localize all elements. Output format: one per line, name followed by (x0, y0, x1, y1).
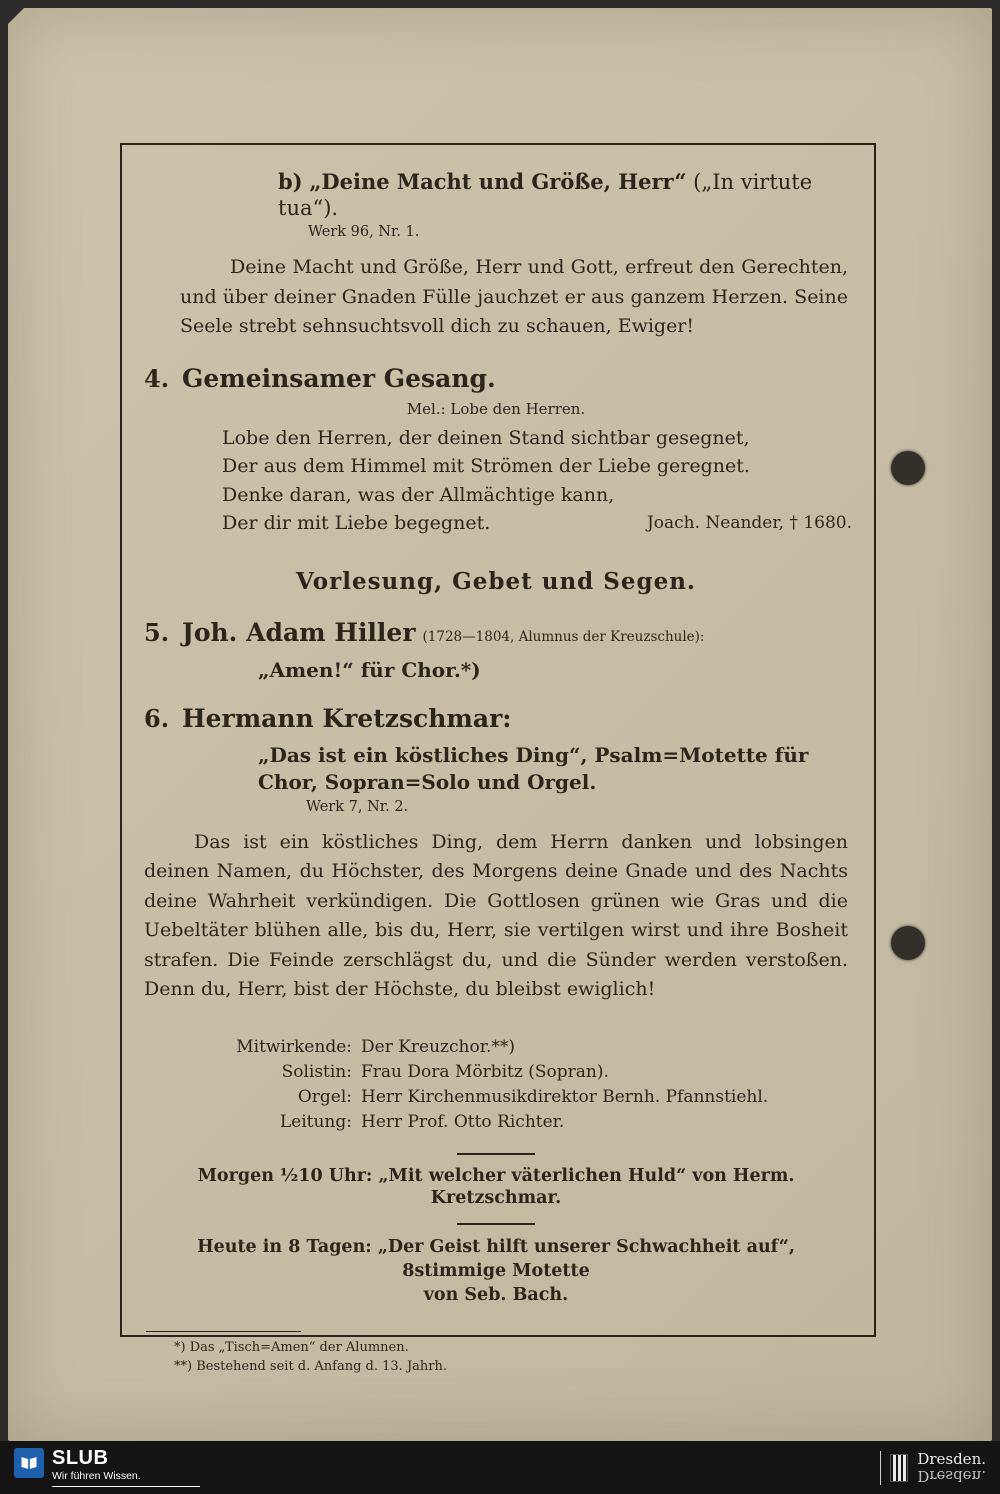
slub-logo (14, 1448, 200, 1487)
item-b-text: Deine Macht und Größe, Herr und Gott, erfreut den Gerechten, und über deiner Gnaden Fülle jauchzet er aus ganzem Herzen. Seine Seele strebt sehnsuchtsvoll dich zu schauen, Ewiger! (180, 256, 848, 337)
performer-name: Der Kreuzchor.**) (361, 1036, 516, 1057)
section-5-heading (144, 618, 848, 648)
footnotes (174, 1338, 848, 1377)
performers-list (144, 1035, 848, 1135)
section-4-title: Gemeinsamer Gesang. (182, 363, 496, 393)
slub-tagline: Wir führen Wissen. (52, 1470, 141, 1482)
announcement-heute (144, 1235, 848, 1307)
section-6-text: Das ist ein köstliches Ding, dem Herrn danken und lobsingen deinen Namen, du Höchster, des Morgens deine Gnade und des Nachts deine Wahrheit verkündigen. Die Gottlosen grünen wie Gras und die Uebeltäter blühen alle, bis du, Herr, sie vertilgen wirst und ihre Bosheit strafen. Die Feinde zerschlägst du, und die Sünder werden verstoßen. Denn du, Herr, bist der Höchste, du bleibst ewiglich! (144, 830, 848, 1000)
performer-role: Orgel: (297, 1086, 352, 1107)
performer-row (144, 1110, 848, 1135)
item-b-subtitle: („In virtute tua“). (278, 170, 813, 220)
hymn-verse (222, 424, 852, 538)
section-6-number: 6. (144, 703, 170, 733)
punch-hole-bottom (891, 926, 925, 960)
announcement-heute-text: „Der Geist hilft unserer Schwachheit auf“, 8stimmige Motette (377, 1236, 795, 1281)
slub-wordmark: SLUB (52, 1447, 109, 1469)
footnote: **) Bestehend seit d. Anfang d. 13. Jahrh. (174, 1359, 447, 1374)
verse-line: Der dir mit Liebe begegnet. (222, 512, 491, 534)
interlude-heading: Vorlesung, Gebet und Segen. (296, 567, 696, 595)
performer-role: Solistin: (281, 1061, 352, 1082)
section-6-work-title: „Das ist ein köstliches Ding“, Psalm=Motette für Chor, Sopran=Solo und Orgel. (258, 742, 809, 794)
announcement-morgen-text: „Mit welcher väterlichen Huld“ von Herm. Kretzschmar. (378, 1165, 795, 1208)
section-6-opus: Werk 7, Nr. 2. (306, 798, 409, 815)
viewer-footer (0, 1441, 1000, 1494)
punch-hole-top (891, 451, 925, 485)
hymn-attribution: Joach. Neander, † 1680. (646, 513, 852, 533)
book-icon (19, 1453, 39, 1473)
footnote: *) Das „Tisch=Amen“ der Alumnen. (174, 1339, 409, 1355)
section-4-number: 4. (144, 363, 170, 393)
performer-role: Leitung: (279, 1111, 352, 1132)
section-6-heading (144, 704, 848, 734)
section-5-work: „Amen!“ für Chor.*) (258, 657, 481, 682)
program-border-frame (120, 143, 876, 1374)
announcement-morgen-label: Morgen ½10 Uhr: (197, 1165, 373, 1186)
section-5-number: 5. (144, 617, 170, 647)
performer-role: Mitwirkende: (236, 1036, 352, 1057)
performer-row (144, 1060, 848, 1085)
item-b-prefix: b) (278, 169, 303, 194)
performer-name: Frau Dora Mörbitz (Sopran). (361, 1061, 609, 1082)
scanned-page (8, 8, 992, 1441)
dresden-emblem-icon (890, 1454, 908, 1482)
performer-row (144, 1035, 848, 1060)
announcement-heute-line1 (144, 1235, 848, 1283)
announcement-heute-label: Heute in 8 Tagen: (197, 1236, 372, 1257)
dresden-logo (880, 1451, 986, 1485)
performer-row (144, 1085, 848, 1110)
section-5-title: Joh. Adam Hiller (182, 617, 416, 647)
item-b-title: „Deine Macht und Größe, Herr“ (309, 169, 687, 194)
verse-last-line (222, 509, 852, 538)
verse-line: Lobe den Herren, der deinen Stand sichtbar gesegnet, (222, 426, 750, 449)
dresden-wordmark-reflection: Dresden. (917, 1467, 986, 1485)
announcement-morgen (144, 1165, 848, 1209)
verse-line: Denke daran, was der Allmächtige kann, (222, 483, 615, 506)
program-content (122, 145, 874, 1377)
divider-rule (457, 1223, 535, 1225)
footer-separator (880, 1451, 881, 1485)
dresden-text-block (917, 1452, 986, 1483)
announcement-heute-line2: von Seb. Bach. (423, 1284, 569, 1305)
item-b-heading (278, 169, 848, 221)
performer-name: Herr Kirchenmusikdirektor Bernh. Pfannstiehl. (361, 1086, 769, 1107)
section-6-title: Hermann Kretzschmar: (182, 703, 512, 733)
performer-name: Herr Prof. Otto Richter. (361, 1111, 565, 1132)
section-4-heading (144, 364, 848, 394)
footnote-rule (146, 1331, 301, 1332)
slub-book-icon (14, 1448, 44, 1478)
item-b-opus: Werk 96, Nr. 1. (308, 224, 420, 240)
section-5-note: (1728—1804, Alumnus der Kreuzschule): (422, 628, 705, 645)
slub-text-block (52, 1448, 200, 1487)
slub-underline (52, 1486, 200, 1487)
melody-line: Mel.: Lobe den Herren. (406, 399, 586, 418)
dresden-wordmark: Dresden. (917, 1450, 986, 1468)
verse-line: Der aus dem Himmel mit Strömen der Liebe geregnet. (222, 455, 750, 477)
divider-rule (457, 1153, 535, 1155)
